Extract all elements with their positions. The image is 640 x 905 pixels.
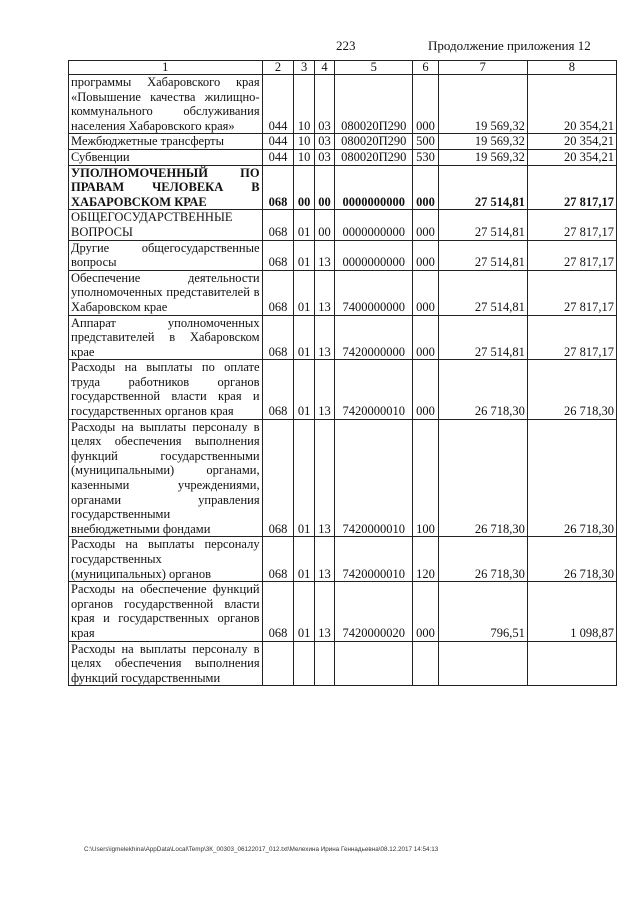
target-article-code: 080020П290 — [335, 75, 413, 134]
column-header: 1 — [69, 61, 263, 75]
row-name: Другие общегосударственные вопросы — [69, 240, 263, 270]
subsection-code: 13 — [314, 270, 334, 315]
section-code: 01 — [294, 419, 314, 537]
target-article-code: 0000000000 — [335, 165, 413, 210]
amount-year-2: 26 718,30 — [527, 360, 616, 419]
expense-type-code: 120 — [413, 537, 439, 582]
subsection-code: 13 — [314, 582, 334, 641]
target-article-code: 0000000000 — [335, 210, 413, 240]
subsection-code: 00 — [314, 165, 334, 210]
section-code: 10 — [294, 75, 314, 134]
amount-year-2: 20 354,21 — [527, 149, 616, 165]
row-name: Аппарат уполномоченных представителей в Хабаровском крае — [69, 315, 263, 360]
table-row — [69, 537, 617, 582]
column-header-row — [69, 61, 617, 75]
amount-year-1: 27 514,81 — [438, 165, 527, 210]
section-code: 01 — [294, 210, 314, 240]
amount-year-2: 27 817,17 — [527, 315, 616, 360]
expense-type-code: 000 — [413, 75, 439, 134]
section-code: 00 — [294, 165, 314, 210]
chapter-code: 068 — [262, 537, 294, 582]
amount-year-2: 1 098,87 — [527, 582, 616, 641]
table-row — [69, 360, 617, 419]
section-code: 01 — [294, 240, 314, 270]
column-header: 7 — [438, 61, 527, 75]
file-path-footer: C:\Users\igmelekhina\AppData\Local\Temp\3К_00303_06122017_012.txt\Мелехина Ирина Геннадьевна\08.12.2017 14:54:13 — [84, 846, 439, 853]
row-name: УПОЛНОМОЧЕННЫЙ ПО ПРАВАМ ЧЕЛОВЕКА В ХАБАРОВСКОМ КРАЕ — [69, 165, 263, 210]
row-name: Межбюджетные трансферты — [69, 134, 263, 150]
row-name: Расходы на обеспечение функций органов государственной власти края и государственных органов края — [69, 582, 263, 641]
expense-type-code: 100 — [413, 419, 439, 537]
target-article-code: 7420000000 — [335, 315, 413, 360]
chapter-code: 044 — [262, 134, 294, 150]
amount-year-2: 26 718,30 — [527, 537, 616, 582]
section-code: 01 — [294, 315, 314, 360]
table-row — [69, 315, 617, 360]
row-name: Расходы на выплаты персоналу государственных (муниципальных) органов — [69, 537, 263, 582]
row-name: Обеспечение деятельности уполномоченных представителей в Хабаровском крае — [69, 270, 263, 315]
target-article-code — [335, 641, 413, 686]
amount-year-2: 27 817,17 — [527, 270, 616, 315]
amount-year-1: 19 569,32 — [438, 75, 527, 134]
section-code: 01 — [294, 537, 314, 582]
table-body — [69, 61, 617, 686]
column-header: 3 — [294, 61, 314, 75]
amount-year-2: 27 817,17 — [527, 210, 616, 240]
amount-year-1: 27 514,81 — [438, 210, 527, 240]
expense-type-code: 530 — [413, 149, 439, 165]
column-header: 5 — [335, 61, 413, 75]
chapter-code — [262, 641, 294, 686]
expense-type-code: 000 — [413, 360, 439, 419]
row-name: ОБЩЕГОСУДАРСТВЕННЫЕ ВОПРОСЫ — [69, 210, 263, 240]
expense-type-code: 500 — [413, 134, 439, 150]
amount-year-2: 27 817,17 — [527, 240, 616, 270]
amount-year-1: 27 514,81 — [438, 270, 527, 315]
budget-table — [68, 60, 617, 686]
section-code — [294, 641, 314, 686]
expense-type-code: 000 — [413, 240, 439, 270]
appendix-continuation-note: Продолжение приложения 12 — [428, 38, 591, 53]
expense-type-code: 000 — [413, 210, 439, 240]
subsection-code: 13 — [314, 360, 334, 419]
table-row — [69, 240, 617, 270]
target-article-code: 080020П290 — [335, 134, 413, 150]
table-row — [69, 149, 617, 165]
table-row — [69, 134, 617, 150]
amount-year-2: 27 817,17 — [527, 165, 616, 210]
chapter-code: 068 — [262, 360, 294, 419]
subsection-code: 03 — [314, 75, 334, 134]
amount-year-1: 26 718,30 — [438, 360, 527, 419]
target-article-code: 7420000020 — [335, 582, 413, 641]
amount-year-1: 27 514,81 — [438, 240, 527, 270]
table-row — [69, 582, 617, 641]
target-article-code: 7420000010 — [335, 537, 413, 582]
subsection-code: 03 — [314, 134, 334, 150]
amount-year-2: 20 354,21 — [527, 134, 616, 150]
amount-year-1: 26 718,30 — [438, 537, 527, 582]
row-name: Расходы на выплаты персоналу в целях обеспечения выполнения функций государственными — [69, 641, 263, 686]
table-row — [69, 641, 617, 686]
target-article-code: 080020П290 — [335, 149, 413, 165]
table-row — [69, 75, 617, 134]
row-name: Расходы на выплаты по оплате труда работников органов государственной власти края и государственных органов края — [69, 360, 263, 419]
subsection-code: 13 — [314, 537, 334, 582]
amount-year-2: 20 354,21 — [527, 75, 616, 134]
amount-year-1: 26 718,30 — [438, 419, 527, 537]
target-article-code: 7400000000 — [335, 270, 413, 315]
chapter-code: 068 — [262, 315, 294, 360]
subsection-code: 13 — [314, 315, 334, 360]
chapter-code: 068 — [262, 582, 294, 641]
subsection-code: 13 — [314, 240, 334, 270]
expense-type-code: 000 — [413, 165, 439, 210]
row-name: Расходы на выплаты персоналу в целях обеспечения выполнения функций государственными (муниципальными) органами, казенными учреждениями, органами управления государственными внебюджетными фондами — [69, 419, 263, 537]
table-row — [69, 270, 617, 315]
subsection-code — [314, 641, 334, 686]
amount-year-1: 27 514,81 — [438, 315, 527, 360]
column-header: 2 — [262, 61, 294, 75]
table-row — [69, 210, 617, 240]
column-header: 8 — [527, 61, 616, 75]
amount-year-1 — [438, 641, 527, 686]
row-name: Субвенции — [69, 149, 263, 165]
target-article-code: 7420000010 — [335, 360, 413, 419]
table-row — [69, 419, 617, 537]
chapter-code: 068 — [262, 240, 294, 270]
amount-year-2 — [527, 641, 616, 686]
page-number: 223 — [336, 38, 356, 53]
expense-type-code — [413, 641, 439, 686]
expense-type-code: 000 — [413, 315, 439, 360]
chapter-code: 044 — [262, 149, 294, 165]
expense-type-code: 000 — [413, 582, 439, 641]
column-header: 4 — [314, 61, 334, 75]
chapter-code: 068 — [262, 419, 294, 537]
subsection-code: 00 — [314, 210, 334, 240]
subsection-code: 03 — [314, 149, 334, 165]
chapter-code: 068 — [262, 210, 294, 240]
amount-year-2: 26 718,30 — [527, 419, 616, 537]
target-article-code: 0000000000 — [335, 240, 413, 270]
section-code: 01 — [294, 270, 314, 315]
section-code: 10 — [294, 134, 314, 150]
chapter-code: 068 — [262, 270, 294, 315]
amount-year-1: 19 569,32 — [438, 134, 527, 150]
section-code: 01 — [294, 360, 314, 419]
chapter-code: 068 — [262, 165, 294, 210]
target-article-code: 7420000010 — [335, 419, 413, 537]
section-code: 01 — [294, 582, 314, 641]
amount-year-1: 796,51 — [438, 582, 527, 641]
section-code: 10 — [294, 149, 314, 165]
column-header: 6 — [413, 61, 439, 75]
subsection-code: 13 — [314, 419, 334, 537]
expense-type-code: 000 — [413, 270, 439, 315]
chapter-code: 044 — [262, 75, 294, 134]
row-name: программы Хабаровского края «Повышение качества жилищно-коммунального обслуживания населения Хабаровского края» — [69, 75, 263, 134]
table-row — [69, 165, 617, 210]
amount-year-1: 19 569,32 — [438, 149, 527, 165]
